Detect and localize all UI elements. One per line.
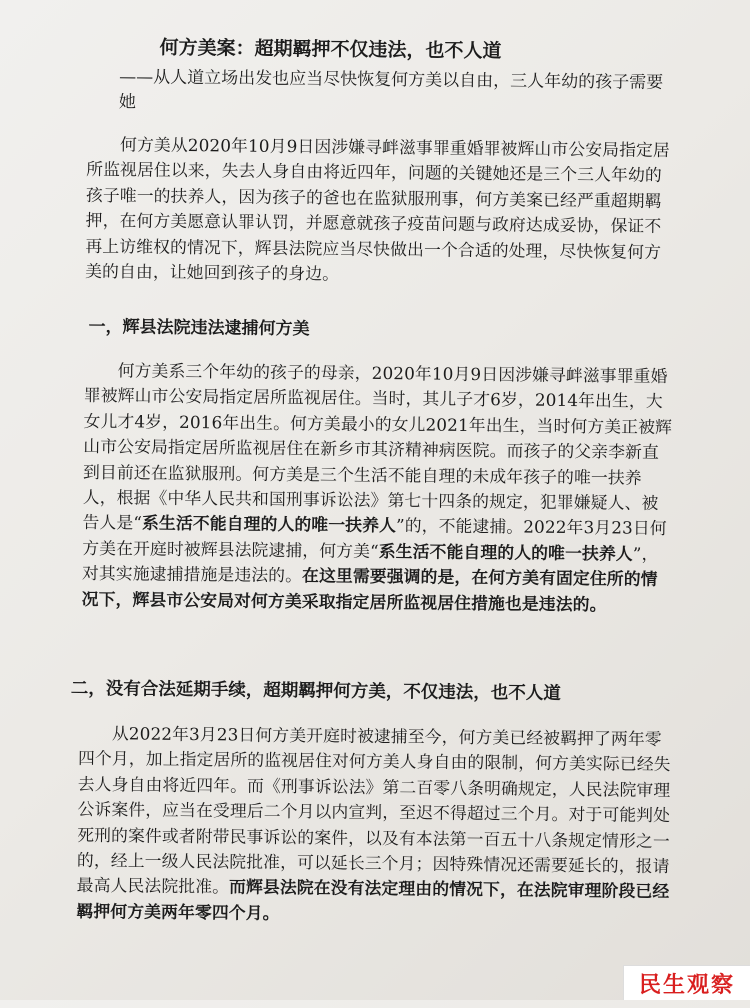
section-1-paragraph xyxy=(82,358,675,618)
section-2-emphasis-a: 而辉县法院在没有法定理由的情况下，在法院审理阶段已经羁押何方美两年零四个月。 xyxy=(76,876,670,923)
section-2-heading: 二，没有合法延期手续，超期羁押何方美，不仅违法，也不人道 xyxy=(70,678,561,704)
section-1-text-a: 何方美系三个年幼的孩子的母亲，2020年10月9日因涉嫌寻衅滋事罪重婚罪被辉山市公安局指定居所监视居住。当时，其儿子才6岁，2014年出生，大女儿才4岁，2016年出生。何方美最小的女儿2021年出生，当时何方美正被辉山市公安局指定居所监视居住在新乡市其济精神病医院。而孩子的父亲李新直到目前还在监狱服刑。何方美是三个生活不能自理的未成年孩子的唯一扶养人，根据《中华人民共和国刑事诉讼法》第七十四条的规定，犯罪嫌疑人、被告人是“ xyxy=(82,360,673,533)
watermark-text: 民生观察 xyxy=(638,972,735,998)
source-watermark xyxy=(623,965,750,1000)
document-subtitle: ——从人道立场出发也应当尽快恢复何方美以自由，三人年幼的孩子需要她 xyxy=(118,67,664,113)
section-1-text-c: ”，对其实施逮捕措施是违法的。 xyxy=(81,543,659,586)
section-2-text-a: 从2022年3月23日何方美开庭时被逮捕至今，何方美已经被羁押了两年零四个月，加上指定居所的监视居住对何方美人身自由的限制，何方美实际已经失去人身自由将近四年。而《刑事诉讼法》第二百零八条明确规定，人民法院审理公诉案件，应当在受理后二个月以内宣判，至迟不得超过三个月。对于可能判处死刑的案件或者附带民事诉讼的案件，以及有本法第一百五十八条规定情形之一的，经上一级人民法院批准，可以延长三个月；因特殊情况还需要延长的，报请最高人民法院批准。 xyxy=(76,723,671,897)
section-1-emphasis-c: 在这里需要强调的是，在何方美有固定住所的情况下，辉县市公安局对何方美采取指定居所监视居住措施也是违法的。 xyxy=(81,565,658,615)
section-1-emphasis-b: 系生活不能自理的人的唯一扶养人 xyxy=(378,540,633,564)
intro-paragraph: 何方美从2020年10月9日因涉嫌寻衅滋事罪重婚罪被辉山市公安局指定居所监视居住以来，失去人身自由将近四年，问题的关键她还是三个三人年幼的孩子唯一的扶养人，因为孩子的爸也在监狱服刑事，何方美案已经严重超期羁押，在何方美愿意认罪认罚，并愿意就孩子疫苗问题与政府达成妥协，保证不再上访维权的情况下，辉县法院应当尽快做出一个合适的处理，尽快恢复何方美的自由，让她回到孩子的身边。 xyxy=(85,134,671,284)
document-title: 何方美案：超期羁押不仅违法，也不人道 xyxy=(159,36,502,63)
section-1-heading: 一，辉县法院违法逮捕何方美 xyxy=(88,316,310,340)
section-1-emphasis-a: 系生活不能自理的人的唯一扶养人 xyxy=(141,512,397,536)
section-2-paragraph xyxy=(76,721,678,931)
section-1-text-b: ”的，不能逮捕。2022年3月23日何方美在开庭时被辉县法院逮捕，何方美“ xyxy=(82,515,667,561)
